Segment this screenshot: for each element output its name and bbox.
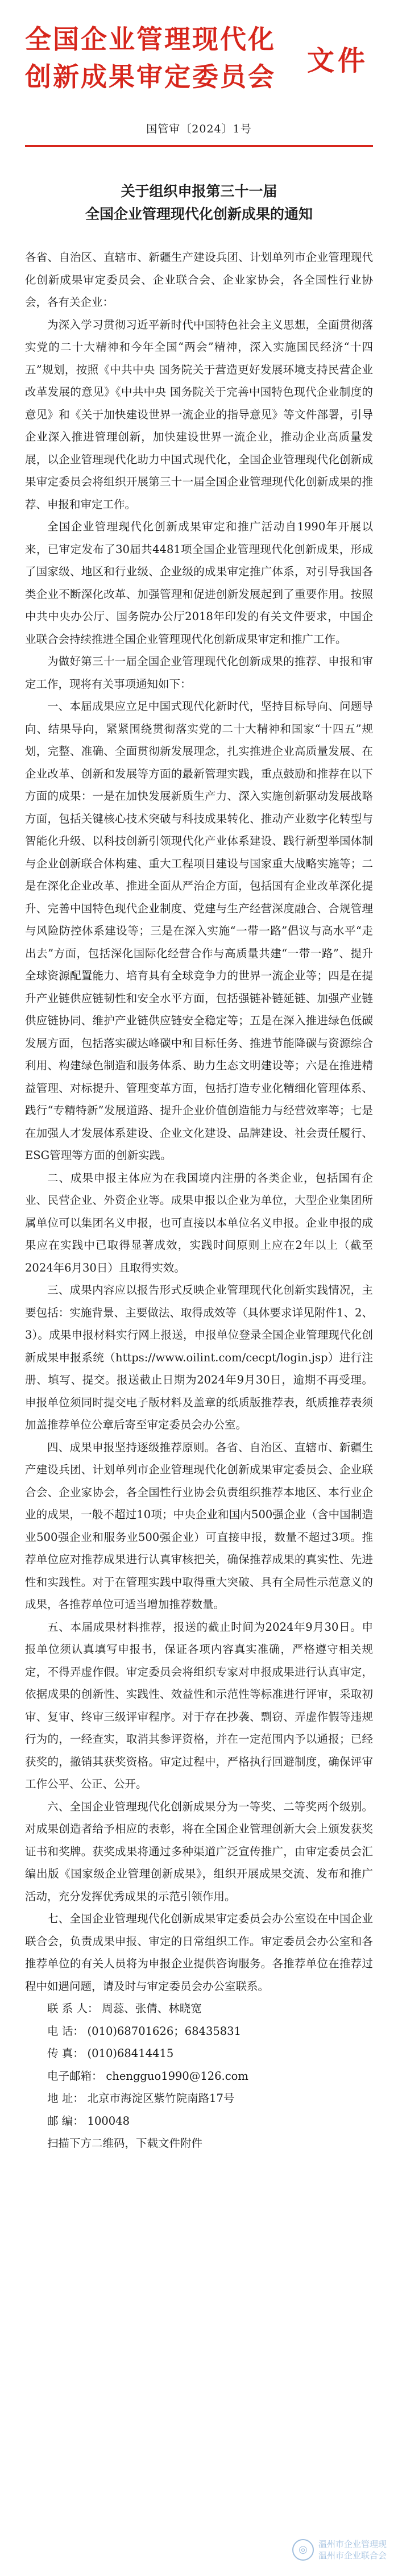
body-paragraph: 为做好第三十一届全国企业管理现代化创新成果的推荐、申报和审定工作，现将有关事项通知如下： [25, 655, 373, 691]
contact-postcode-label: 邮 编： [47, 2114, 84, 2128]
contact-people-label: 联 系 人： [47, 2002, 99, 2015]
document-type-label: 文件 [306, 44, 368, 77]
contact-address-value: 北京市海淀区紫竹院南路17号 [87, 2092, 235, 2105]
qr-download-note: 扫描下方二维码，下载文件附件 [47, 2137, 203, 2150]
body-paragraph: 四、成果申报坚持逐级推荐原则。各省、自治区、直辖市、新疆生产建设兵团、计划单列市企业管理现代化创新成果审定委员会、企业联合会、企业家协会，各全国性行业协会负责组织推荐本地区、本行业企业的成果，一般不超过10项；中央企业和国内500强企业（含中国制造业500强企业和服务业500强企业）可直接申报，数量不超过3项。推荐单位应对推荐成果进行认真审核把关，确保推荐成果的真实性、先进性和实践性。对于在管理实践中取得重大突破、具有全局性示范意义的成果，各推荐单位可适当增加推荐数量。 [25, 1440, 373, 1611]
contact-people-value: 周蕊、张倩、林晓宽 [102, 2002, 202, 2015]
contact-address [25, 2087, 373, 2110]
contact-email-value: chengguo1990@126.com [106, 2069, 248, 2083]
body-paragraph: 三、成果内容应以报告形式反映企业管理现代化创新实践情况，主要包括：实施背景、主要做法、取得成效等（具体要求详见附件1、2、3）。成果申报材料实行网上报送，申报单位登录全国企业管理现代化创新成果申报系统（https://www.oilint.com/cecpt/login.jsp）进行注册、填写、提交。报送截止日期为2024年9月30日，逾期不再受理。申报单位须同时提交电子版材料及盖章的纸质版推荐表，纸质推荐表须加盖推荐单位公章后寄至审定委员会办公室。 [25, 1283, 373, 1431]
red-divider-line [25, 145, 373, 147]
contact-phone-value: (010)68701626；68435831 [87, 2024, 241, 2038]
issuer-line-1: 全国企业管理现代化 [25, 24, 276, 55]
body-paragraph: 六、全国企业管理现代化创新成果分为一等奖、二等奖两个级别。对成果创造者给予相应的表彰，将在全国企业管理创新大会上颁发获奖证书和奖牌。获奖成果将通过多种渠道广泛宣传推广，由审定委员会汇编出版《国家级企业管理创新成果》，组织开展成果交流、发布和推广活动，充分发挥优秀成果的示范引领作用。 [25, 1800, 373, 1903]
body-paragraph: 全国企业管理现代化创新成果审定和推广活动自1990年开展以来，已审定发布了30届共4481项全国企业管理现代化创新成果，形成了国家级、地区和行业级、企业级的成果审定推广体系，对引导我国各类企业不断深化改革、加强管理和促进创新发展起到了重要作用。按照中共中央办公厅、国务院办公厅2018年印发的有关文件要求，中国企业联合会持续推进全国企业管理现代化创新成果审定和推广工作。 [25, 520, 373, 646]
contact-email [25, 2065, 373, 2088]
contact-address-label: 地 址： [47, 2092, 84, 2105]
body-paragraph: 一、本届成果应立足中国式现代化新时代，坚持目标导向、问题导向、结果导向，紧紧围绕贯彻落实党的二十大精神和国家“十四五”规划，完整、准确、全面贯彻新发展理念，扎实推进企业高质量发展、在企业改革、创新和发展等方面的最新管理实践，重点鼓励和推荐在以下方面的成果：一是在加快发展新质生产力、深入实施创新驱动发展战略方面，包括关键核心技术突破与科技成果转化、推动产业数字化转型与智能化升级、以科技创新引领现代化产业体系建设、践行新型举国体制与企业创新联合体构建、重大工程项目建设与国家重大战略实施等；二是在深化企业改革、推进全面从严治企方面，包括国有企业改革深化提升、完善中国特色现代企业制度、党建与生产经营深度融合、合规管理与风险防控体系建设等；三是在深入实施“一带一路”倡议与高水平“走出去”方面，包括深化国际化经营合作与高质量共建“一带一路”、提升全球资源配置能力、培育具有全球竞争力的世界一流企业等；四是在提升产业链供应链韧性和安全水平方面，包括强链补链延链、加强产业链供应链协同、维护产业链供应链安全稳定等；五是在深入推进绿色低碳发展方面，包括落实碳达峰碳中和目标任务、推进节能降碳与资源综合利用、构建绿色制造和服务体系、助力生态文明建设等；六是在推进精益管理、对标提升、管理变革方面，包括打造专业化精细化管理体系、践行“专精特新”发展道路、提升企业价值创造能力与经营效率等；七是在加强人才发展体系建设、企业文化建设、品牌建设、社会责任履行、ESG管理等方面的创新实践。 [25, 700, 373, 1162]
contact-email-label: 电子邮箱： [47, 2069, 103, 2083]
watermark-line-2: 温州市企业联合会 [318, 2550, 387, 2561]
contact-postcode-value: 100048 [87, 2114, 130, 2128]
issuer-name [25, 20, 276, 95]
document-number: 国管审〔2024〕1号 [146, 123, 252, 135]
body-paragraph: 为深入学习贯彻习近平新时代中国特色社会主义思想，全面贯彻落实党的二十大精神和今年全国“两会”精神，深入实施国民经济“十四五”规划，按照《中共中央 国务院关于营造更好发展环境支持民营企业改革发展的意见》《中共中央 国务院关于完善中国特色现代企业制度的意见》和《关于加快建设世界一流企业的指导意见》等文件部署，引导企业深入推进管理创新，加快建设世界一流企业，推动企业高质量发展，以企业管理现代化助力中国式现代化，全国企业管理现代化创新成果审定委员会将组织开展第三十一届全国企业管理现代化创新成果的推荐、申报和审定工作。 [25, 318, 373, 511]
issuer-line-2: 创新成果审定委员会 [25, 61, 276, 92]
watermark-logo-icon: ◎ [292, 2539, 314, 2561]
contact-people [25, 1997, 373, 2020]
contact-postcode [25, 2110, 373, 2133]
body-paragraph: 各省、自治区、直辖市、新疆生产建设兵团、计划单列市企业管理现代化创新成果审定委员会、企业联合会、企业家协会，各全国性行业协会，各有关企业： [25, 251, 373, 309]
body-paragraph: 二、成果申报主体应为在我国境内注册的各类企业，包括国有企业、民营企业、外资企业等。成果申报以企业为单位，大型企业集团所属单位可以集团名义申报，也可直接以本单位名义申报。企业申报的成果应在实践中已取得显著成效，实践时间原则上应在2年以上（截至2024年6月30日）且取得实效。 [25, 1171, 373, 1274]
title-line-2: 全国企业管理现代化创新成果的通知 [85, 206, 313, 222]
watermark-line-1: 温州市企业管理现 [318, 2539, 387, 2549]
contact-block [25, 1997, 373, 2155]
contact-fax-value: (010)68414415 [87, 2047, 174, 2060]
document-body [25, 246, 373, 1997]
body-paragraph: 七、全国企业管理现代化创新成果审定委员会办公室设在中国企业联合会，负责成果申报、审定的日常组织工作。审定委员会办公室和各推荐单位的有关人员将为申报企业提供咨询服务。各推荐单位在推荐过程中如遇问题，请及时与审定委员会办公室联系。 [25, 1912, 373, 1993]
watermark [292, 2538, 387, 2561]
contact-fax [25, 2042, 373, 2065]
title-line-1: 关于组织申报第三十一届 [121, 183, 277, 200]
contact-fax-label: 传 真： [47, 2047, 84, 2060]
contact-phone [25, 2020, 373, 2043]
contact-phone-label: 电 话： [47, 2024, 84, 2038]
document-title [25, 180, 373, 226]
body-paragraph: 五、本届成果材料推荐，报送的截止时间为2024年9月30日。申报单位须认真填写申报书，保证各项内容真实准确，严格遵守相关规定，不得弄虚作假。审定委员会将组织专家对申报成果进行认真审定，依据成果的创新性、实践性、效益性和示范性等标准进行评审，采取初审、复审、终审三级评审程序。对于存在抄袭、剽窃、弄虚作假等违规行为的，一经查实，取消其参评资格，并在一定范围内予以通报；已经获奖的，撤销其获奖资格。审定过程中，严格执行回避制度，确保评审工作公平、公正、公开。 [25, 1620, 373, 1790]
document-header [25, 20, 373, 95]
